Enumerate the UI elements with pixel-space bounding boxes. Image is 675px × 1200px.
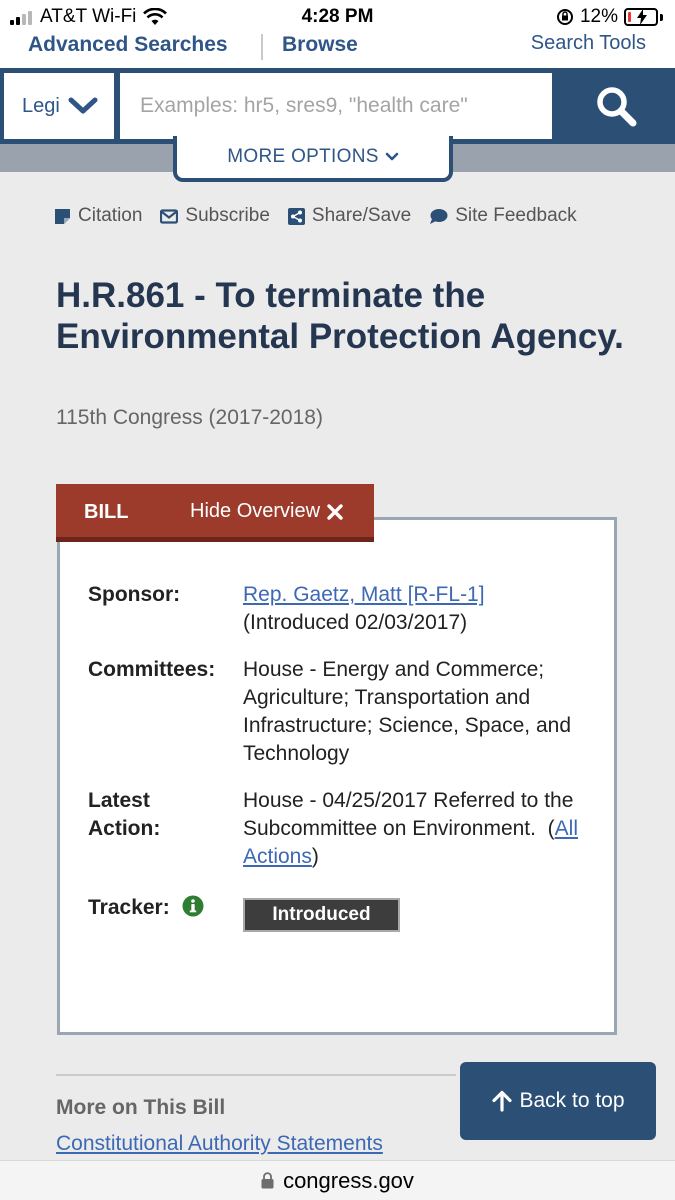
- search-input[interactable]: [120, 73, 552, 139]
- browse-link[interactable]: Browse: [282, 33, 358, 56]
- subscribe-link[interactable]: [160, 205, 270, 227]
- tracker-label: Tracker:: [88, 896, 170, 919]
- status-time: 4:28 PM: [301, 6, 374, 27]
- sponsor-value: [243, 581, 588, 637]
- latest-action-label-line2: Action:: [88, 817, 161, 840]
- info-icon[interactable]: [182, 895, 204, 917]
- search-scope-label: Legi: [22, 94, 60, 117]
- search-button[interactable]: [557, 68, 675, 144]
- site-feedback-link[interactable]: [429, 205, 576, 227]
- search-icon: [595, 85, 637, 127]
- search-scope-select[interactable]: [4, 73, 114, 139]
- share-save-label: Share/Save: [311, 205, 412, 226]
- browser-url-bar[interactable]: [0, 1160, 675, 1200]
- committees-label: Committees:: [88, 658, 216, 681]
- search-tools-link[interactable]: Search Tools: [530, 32, 646, 54]
- battery-tip: [660, 14, 663, 21]
- tracker-status-badge: Introduced: [243, 898, 400, 932]
- advanced-searches-link[interactable]: Advanced Searches: [28, 33, 228, 56]
- battery-charging-icon: [624, 8, 658, 26]
- bolt-icon: [635, 8, 649, 26]
- sponsor-link[interactable]: Rep. Gaetz, Matt [R-FL-1]: [243, 583, 485, 606]
- bill-overview-tab: [56, 484, 374, 542]
- subscribe-label: Subscribe: [185, 205, 270, 226]
- status-right: [556, 6, 663, 28]
- page-tools: [54, 205, 595, 227]
- constitutional-authority-link[interactable]: Constitutional Authority Statements: [56, 1132, 383, 1155]
- sponsor-introduced: (Introduced 02/03/2017): [243, 611, 468, 634]
- hide-overview-label: Hide Overview: [190, 500, 321, 522]
- back-to-top-button[interactable]: [460, 1062, 656, 1140]
- congress-session: 115th Congress (2017-2018): [56, 406, 323, 429]
- bill-tab-label: BILL: [84, 501, 129, 523]
- rotation-lock-icon: [556, 8, 574, 26]
- carrier-label: AT&T Wi-Fi: [40, 6, 137, 27]
- share-icon: [288, 208, 305, 225]
- share-save-link[interactable]: [288, 205, 411, 227]
- back-to-top-label: Back to top: [519, 1089, 625, 1112]
- envelope-icon: [160, 209, 178, 224]
- citation-icon: [54, 208, 71, 225]
- chevron-down-icon: [385, 152, 399, 162]
- section-divider: [56, 1074, 456, 1076]
- url-text: congress.gov: [283, 1167, 414, 1193]
- nav-divider: [261, 34, 263, 60]
- more-options-label: MORE OPTIONS: [227, 146, 379, 167]
- citation-label: Citation: [78, 205, 143, 226]
- committees-value: House - Energy and Commerce; Agriculture; Transportation and Infrastructure; Science, Space, and Technology: [243, 658, 572, 765]
- more-on-this-bill-heading: More on This Bill: [56, 1096, 226, 1119]
- chevron-down-icon: [68, 96, 98, 116]
- hide-overview-button[interactable]: [190, 500, 344, 523]
- speech-bubble-icon: [429, 208, 448, 225]
- latest-action-text: House - 04/25/2017 Referred to the Subcommittee on Environment.: [243, 789, 574, 840]
- close-x-icon: [326, 503, 344, 521]
- latest-action-label-line1: Latest: [88, 789, 150, 812]
- sponsor-label: Sponsor:: [88, 583, 181, 606]
- all-actions-link[interactable]: All Actions: [243, 817, 578, 868]
- all-actions-open-paren: (: [547, 817, 555, 840]
- arrow-up-icon: [491, 1090, 513, 1112]
- page-title: H.R.861 - To terminate the Environmental Protection Agency.: [56, 276, 624, 356]
- site-feedback-label: Site Feedback: [455, 205, 577, 226]
- search-bar: [0, 68, 675, 144]
- lock-icon: [261, 1172, 274, 1189]
- all-actions-close-paren: ): [311, 845, 319, 868]
- latest-action-value: [243, 787, 588, 871]
- battery-fill: [628, 12, 631, 22]
- battery-percent: 12%: [579, 6, 618, 27]
- latest-action-label: [88, 787, 160, 843]
- citation-link[interactable]: [54, 205, 142, 227]
- top-nav: [0, 30, 675, 68]
- more-options-button[interactable]: [173, 136, 453, 182]
